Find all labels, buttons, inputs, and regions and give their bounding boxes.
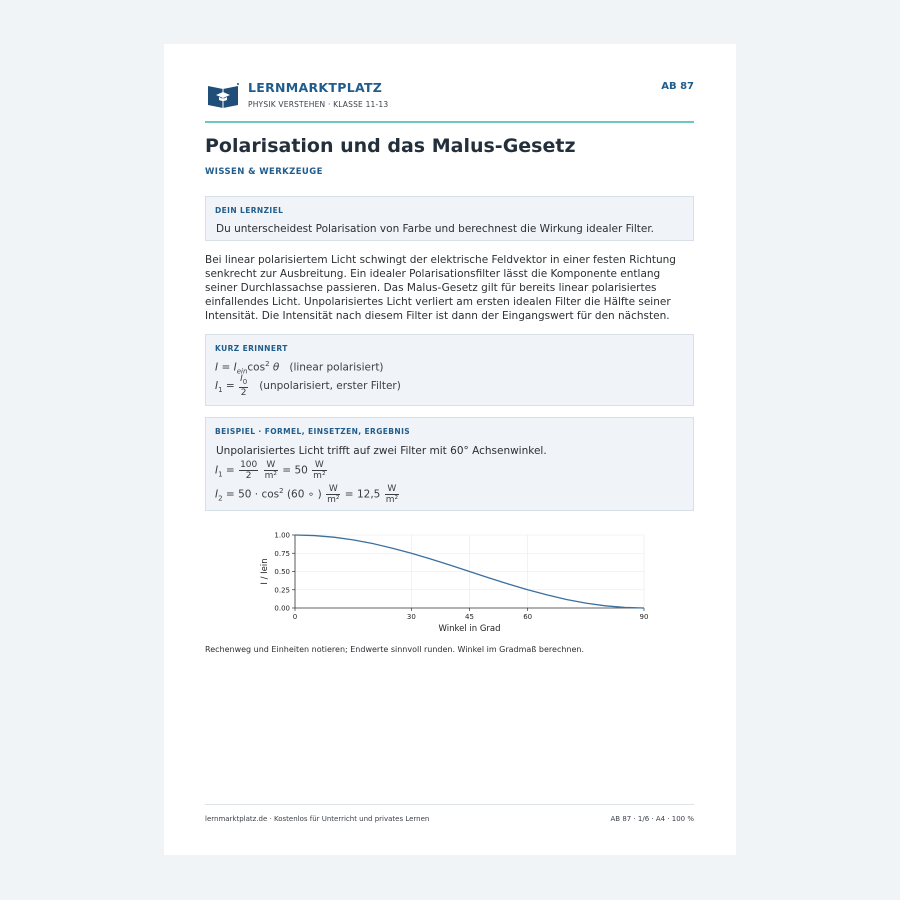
example-label: BEISPIEL · FORMEL, EINSETZEN, ERGEBNIS	[215, 427, 411, 436]
x-tick-label: 90	[639, 613, 649, 621]
x-tick-label: 0	[292, 613, 298, 621]
learning-goal-label: DEIN LERNZIEL	[215, 206, 284, 215]
example-step-1: $I_1$ = $\frac{100}{2}$ $\frac{W}{\text{m²}}$ = 50 $\frac{W}{\text{m²}}$	[215, 460, 326, 481]
learning-goal-box	[205, 196, 694, 241]
instruction-note: Rechenweg und Einheiten notieren; Endwerte sinnvoll runden. Winkel im Gradmaß berechnen.	[205, 645, 585, 654]
y-tick-label: 1.00	[274, 531, 290, 540]
reminder-box	[205, 334, 694, 406]
x-axis-label: Winkel in Grad	[438, 624, 501, 634]
footer-right: AB 87 · 1/6 · A4 · 100 %	[610, 815, 694, 823]
x-tick-label: 60	[523, 613, 533, 621]
malus-formula: $I = I_{ein}\cos^2$ θ (linear polarisiert)	[215, 360, 384, 376]
malus-chart	[215, 529, 649, 639]
brand-subtitle: PHYSIK VERSTEHEN · KLASSE 11-13	[248, 100, 389, 109]
malus-formula-note: (linear polarisiert)	[289, 361, 384, 374]
footer-left: lernmarktplatz.de · Kostenlos für Unterricht und privates Lernen	[205, 815, 430, 823]
page-title: Polarisation und das Malus-Gesetz	[205, 135, 576, 157]
y-axis-label: I / Iein	[260, 558, 270, 585]
example-box	[205, 417, 694, 511]
worksheet-page	[164, 44, 736, 855]
header-divider	[205, 121, 694, 123]
brand-name: LERNMARKTPLATZ	[248, 80, 383, 95]
x-tick-label: 45	[465, 613, 474, 621]
example-text: Unpolarisiertes Licht trifft auf zwei Filter mit 60° Achsenwinkel.	[216, 445, 547, 457]
learning-goal-text: Du unterscheidest Polarisation von Farbe und berechnest die Wirkung idealer Filter.	[216, 223, 655, 235]
footer-divider	[205, 804, 694, 805]
y-tick-label: 0.50	[274, 568, 290, 576]
sheet-id: AB 87	[661, 81, 694, 92]
page-header	[205, 80, 694, 122]
open-book-graduation-cap-icon	[207, 82, 239, 108]
x-tick-label: 30	[406, 613, 416, 621]
page-subtitle: WISSEN & WERKZEUGE	[205, 167, 323, 177]
example-step-2: $I_2 = 50 \cdot \cos^2 (60$ ∘ ) $\frac{W}{\text{m²}}$ = 12,5 $\frac{W}{\text{m²}}$	[215, 484, 399, 505]
y-tick-label: 0.25	[274, 586, 290, 595]
y-tick-label: 0.75	[274, 549, 290, 558]
unpolarized-formula: $I_1$ = $\frac{I_0}{2}$ (unpolarisiert, erster Filter)	[215, 374, 401, 398]
intro-paragraph: Bei linear polarisiertem Licht schwingt der elektrische Feldvektor in einer festen Richtung senkrecht zur Ausbreitung. Ein idealer Polarisationsfilter lässt die Komponente entlang seiner Durchlassachse passieren. Das Malus-Gesetz gilt für bereits linear polarisiertes einfallendes Licht. Unpolarisiertes Licht verliert am ersten idealen Filter die Hälfte seiner Intensität. Die Intensität nach diesem Filter ist dann der Eingangswert für den nächsten.	[205, 254, 676, 323]
reminder-label: KURZ ERINNERT	[215, 344, 288, 353]
y-tick-label: 0.00	[274, 604, 290, 613]
unpolarized-formula-note: (unpolarisiert, erster Filter)	[259, 379, 401, 392]
